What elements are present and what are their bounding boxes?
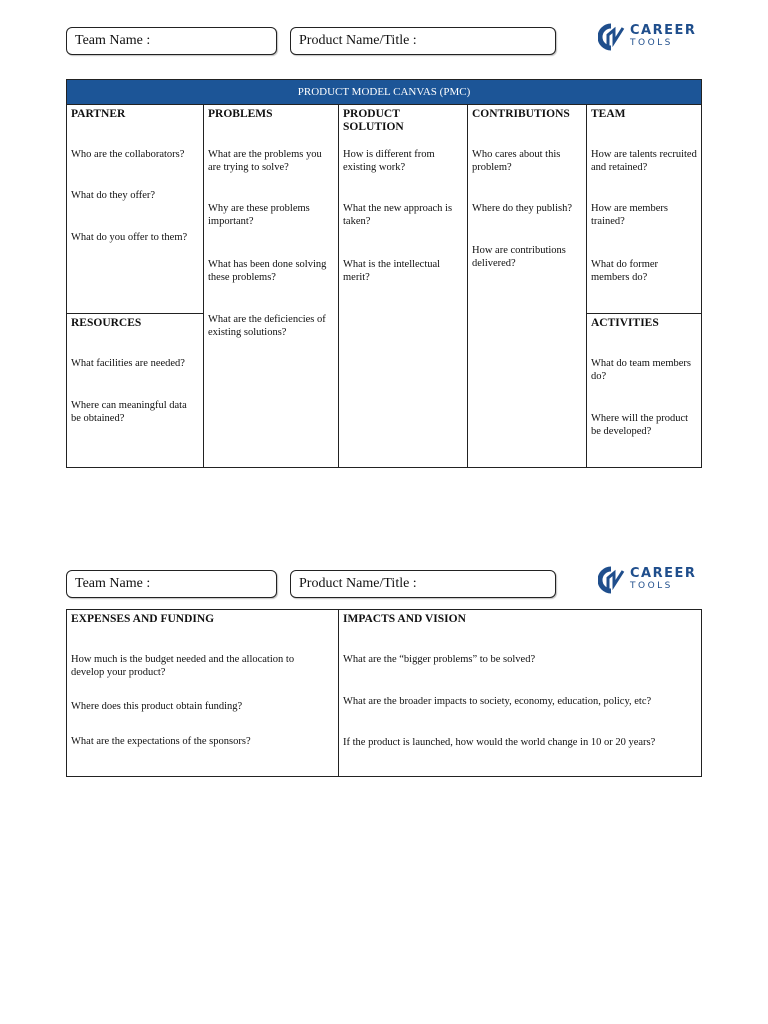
product-solution-q2: What the new approach is taken? [343,203,453,227]
problems-q4: What are the deficiencies of existing solutions? [208,314,326,338]
expenses-q2: Where does this product obtain funding? [71,701,243,712]
team-name-label: Team Name : [75,33,151,48]
resources-cell [66,313,204,468]
activities-cell [586,313,702,468]
impacts-q1: What are the “bigger problems” to be solved? [343,654,536,665]
contributions-q3: How are contributions delivered? [472,245,566,269]
partner-cell [66,104,204,314]
activities-q1: What do team members do? [591,358,692,382]
logo-line1: CAREER [630,23,697,38]
team-q3: What do former members do? [591,259,659,283]
product-solution-q3: What is the intellectual merit? [343,259,441,283]
impacts-heading: IMPACTS AND VISION [343,613,466,625]
impacts-cell [338,609,702,777]
logo-line2: TOOLS [630,38,673,48]
partner-heading: PARTNER [71,108,126,120]
product-name-field[interactable] [290,27,556,55]
team-q1: How are talents recruited and retained? [591,149,697,173]
contributions-q2: Where do they publish? [472,203,573,214]
problems-heading: PROBLEMS [208,108,273,120]
contributions-heading: CONTRIBUTIONS [472,108,570,120]
team-heading: TEAM [591,108,626,120]
team-name-field-2[interactable] [66,570,277,598]
expenses-cell [66,609,339,777]
resources-heading: RESOURCES [71,317,142,329]
product-solution-q1: How is different from existing work? [343,149,435,173]
logo-line2-2: TOOLS [630,581,673,591]
product-name-label-2: Product Name/Title : [299,576,417,591]
product-name-label: Product Name/Title : [299,33,417,48]
canvas-title: PRODUCT MODEL CANVAS (PMC) [66,79,702,105]
expenses-q1: How much is the budget needed and the allocation to develop your product? [71,654,295,678]
team-name-field[interactable] [66,27,277,55]
partner-q2: What do they offer? [71,190,156,201]
contributions-cell [467,104,587,468]
problems-q1: What are the problems you are trying to solve? [208,149,322,173]
team-cell [586,104,702,314]
team-q2: How are members trained? [591,203,668,227]
impacts-q2: What are the broader impacts to society, economy, education, policy, etc? [343,696,652,707]
expenses-q3: What are the expectations of the sponsors? [71,736,251,747]
problems-cell [203,104,339,468]
partner-q1: Who are the collaborators? [71,149,185,160]
impacts-q3: If the product is launched, how would the world change in 10 or 20 years? [343,737,656,748]
resources-q2: Where can meaningful data be obtained? [71,400,187,424]
activities-heading: ACTIVITIES [591,317,659,329]
product-solution-heading: PRODUCT SOLUTION [343,108,404,133]
logo-line1-2: CAREER [630,566,697,581]
activities-q2: Where will the product be developed? [591,413,689,437]
team-name-label-2: Team Name : [75,576,151,591]
partner-q3: What do you offer to them? [71,232,188,243]
problems-q3: What has been done solving these problems? [208,259,327,283]
career-tools-logo-icon [598,565,626,595]
career-tools-logo-2 [598,565,696,595]
expenses-heading: EXPENSES AND FUNDING [71,613,215,625]
product-solution-cell [338,104,468,468]
resources-q1: What facilities are needed? [71,358,185,369]
career-tools-logo-icon [598,22,626,52]
problems-q2: Why are these problems important? [208,203,310,227]
product-name-field-2[interactable] [290,570,556,598]
career-tools-logo [598,22,696,52]
contributions-q1: Who cares about this problem? [472,149,561,173]
